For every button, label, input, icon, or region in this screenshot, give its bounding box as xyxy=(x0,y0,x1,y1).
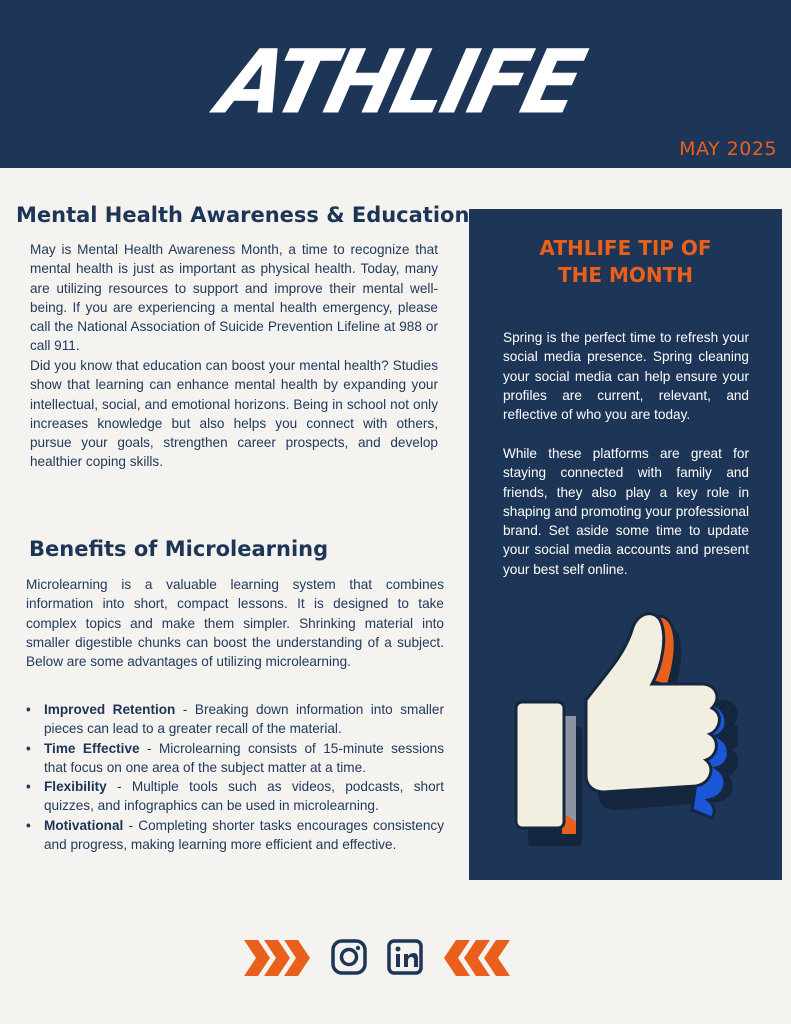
footer-icons xyxy=(0,935,791,985)
thumbs-up-icon xyxy=(512,606,738,846)
linkedin-icon[interactable] xyxy=(387,939,423,975)
list-item xyxy=(26,816,444,855)
athlife-logo xyxy=(200,22,600,142)
tip-paragraph-2: While these platforms are great for staying connected with family and friends, they also play a key role in shaping and promoting your professional brand. Set aside some time to update your social media accounts and present your best self online. xyxy=(503,446,749,577)
section-title-mental-health: Mental Health Awareness & Education xyxy=(16,203,470,227)
benefit-term: Motivational xyxy=(44,817,124,833)
mental-health-paragraph-2: Did you know that education can boost your mental health? Studies show that learning can enhance mental health by expanding your intellectual, social, and emotional horizons. Being in school not only increases knowledge but also helps you connect with others, pursue your goals, strengthen career prospects, and develop healthier coping skills. xyxy=(30,358,438,470)
benefit-text: - Multiple tools such as videos, podcasts, short quizzes, and infographics can be used in microlearning. xyxy=(44,779,444,814)
logo-text: ATHLIFE xyxy=(209,30,591,134)
benefit-text: - Completing shorter tasks encourages consistency and progress, making learning more efficient and effective. xyxy=(44,817,444,853)
chevrons-right-icon xyxy=(244,938,310,978)
microlearning-intro: Microlearning is a valuable learning system that combines information into short, compact lessons. It is designed to take complex topics and make them simpler. Shrinking material into smaller digestible chunks can boost the understanding of a subject. Below are some advantages of utilizing microlearning. xyxy=(26,577,444,670)
bullet-dot: • xyxy=(26,740,31,756)
instagram-icon[interactable] xyxy=(331,939,367,975)
list-item xyxy=(26,777,444,816)
header-banner xyxy=(0,0,791,168)
benefit-term: Time Effective xyxy=(44,740,140,756)
benefit-term: Flexibility xyxy=(44,779,107,795)
microlearning-benefits-list xyxy=(26,700,444,854)
benefit-term: Improved Retention xyxy=(44,702,176,717)
issue-date: MAY 2025 xyxy=(679,138,777,160)
list-item xyxy=(26,739,444,778)
tip-title xyxy=(469,235,782,289)
section-title-microlearning: Benefits of Microlearning xyxy=(29,537,329,561)
benefit-text: - Microlearning consists of 15-minute sessions that focus on one area of the subject matter at a time. xyxy=(44,740,444,775)
chevrons-left-icon xyxy=(444,938,510,978)
tip-title-line-2: THE MONTH xyxy=(557,263,694,287)
tip-paragraph-1: Spring is the perfect time to refresh your social media presence. Spring cleaning your social media can help ensure your profiles are current, relevant, and reflective of who you are today. xyxy=(503,330,749,423)
list-item xyxy=(26,700,444,739)
benefit-text: - Breaking down information into smaller pieces can lead to a greater recall of the material. xyxy=(44,702,445,737)
bullet-dot: • xyxy=(26,702,31,717)
bullet-dot: • xyxy=(26,779,31,795)
mental-health-paragraph-1: May is Mental Health Awareness Month, a time to recognize that mental health is just as important as physical health. Today, many are utilizing resources to support and improve their mental well-being. If you are experiencing a mental health emergency, please call the National Association of Suicide Prevention Lifeline at 988 or call 911. xyxy=(30,242,438,354)
tip-title-line-1: ATHLIFE TIP OF xyxy=(539,236,712,260)
bullet-dot: • xyxy=(26,817,31,833)
